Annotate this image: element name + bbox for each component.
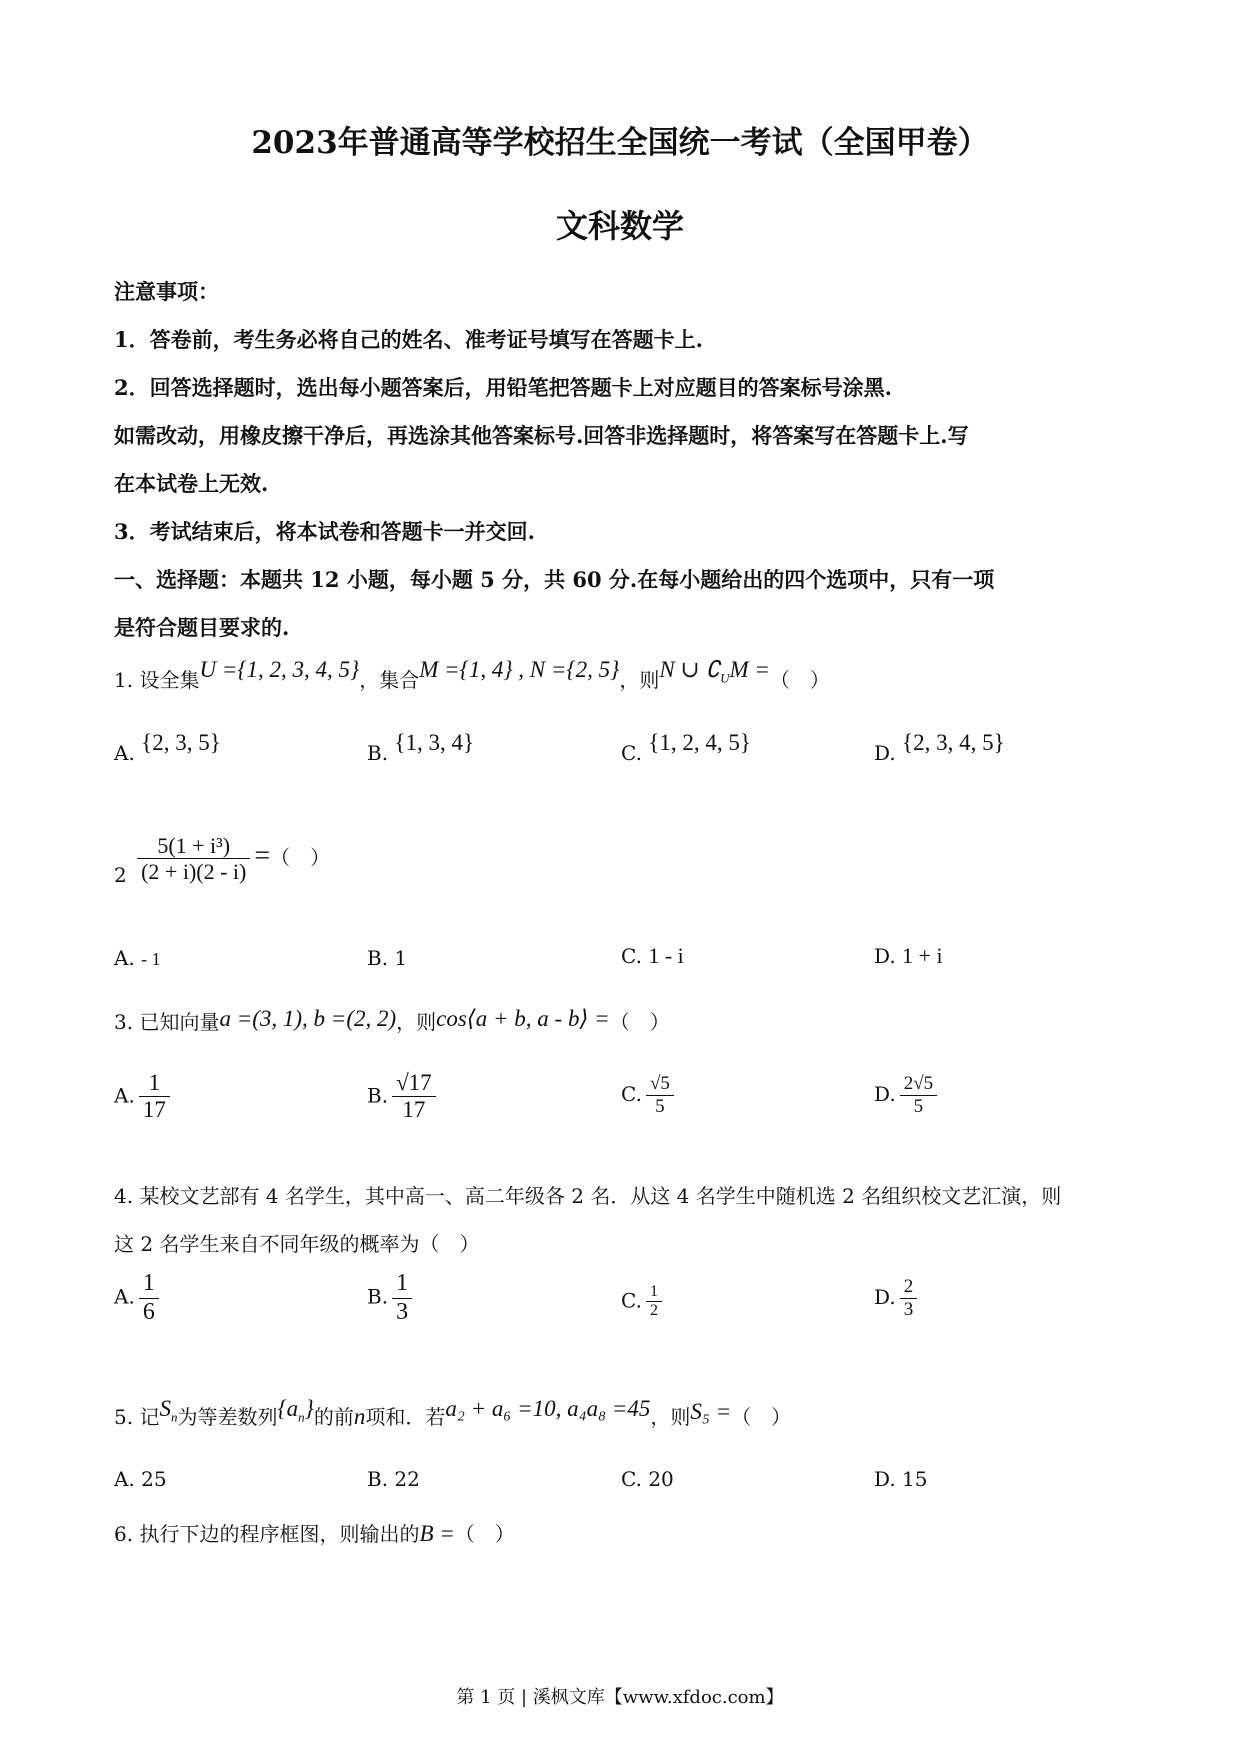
q1-expression: N ∪ $∁_UM$ = — [659, 657, 770, 686]
question-1 — [114, 657, 830, 697]
q5-option-c: C. 20 — [621, 1467, 674, 1491]
q1-option-c: C. {1, 2, 4, 5} — [621, 730, 751, 765]
q4-option-c: C. $\frac{1}{2}$ — [621, 1283, 666, 1321]
q3-option-a: A. $\frac{1}{17}$ — [114, 1070, 174, 1124]
q4-option-a: A. $\frac{1}{6}$ — [114, 1270, 163, 1326]
q2-option-a: A. - 1 — [114, 946, 161, 970]
q2-option-c: C. 1 - i — [621, 943, 684, 968]
q2-option-d: D. 1 + i — [874, 943, 943, 968]
question-5: 5. 记$S_n$为等差数列$\{a_n\}$的前n项和．若a₂ + a₆ =10, a₄a₈ =45，则S₅ =（ ） — [114, 1396, 792, 1429]
q1-sets: M ={1, 4} , N ={2, 5} — [419, 657, 620, 682]
question-6: 6. 执行下边的程序框图，则输出的B =（ ） — [114, 1521, 515, 1546]
q5-option-d: D. 15 — [874, 1467, 928, 1491]
q1-then: ，则 — [619, 668, 660, 692]
section-heading-line-2: 是符合题目要求的. — [114, 615, 290, 640]
q1-universal-set: U ={1, 2, 3, 4, 5} — [199, 657, 360, 682]
note-item-3: 3．考试结束后，将本试卷和答题卡一并交回. — [114, 519, 535, 544]
q2-fraction: $\frac{\text{5(1 + i³)}}{(2 + i)(2 - i)}$ — [137, 833, 250, 885]
note-item-2: 2．回答选择题时，选出每小题答案后，用铅笔把答题卡上对应题目的答案标号涂黑. — [114, 375, 892, 400]
q5-option-b: B. 22 — [367, 1467, 420, 1491]
q4-option-d: D. $\frac{2}{3}$ — [874, 1276, 921, 1321]
q1-prefix: 1. 设全集 — [114, 668, 200, 692]
section-heading-line-1: 一、选择题：本题共 12 小题，每小题 5 分，共 60 分.在每小题给出的四个选项中，只有一项 — [114, 567, 995, 592]
note-item-1: 1．答卷前，考生务必将自己的姓名、准考证号填写在答题卡上. — [114, 327, 703, 352]
question-2: 2 $\frac{\text{5(1 + i³)}}{(2 + i)(2 - i)}$ =（ ） — [114, 833, 331, 888]
q3-option-c: C. $\frac{√5}{5}$ — [621, 1073, 678, 1118]
q1-option-d: D. {2, 3, 4, 5} — [874, 730, 1005, 765]
q1-option-a: A. {2, 3, 5} — [114, 730, 221, 765]
q3-expression: cos⟨a + b, a - b⟩ = — [436, 1006, 610, 1031]
q1-option-b: B. {1, 3, 4} — [367, 730, 475, 765]
notes-heading: 注意事项： — [114, 279, 219, 304]
q4-option-b: B. $\frac{1}{3}$ — [367, 1270, 416, 1326]
q5-conditions: a₂ + a₆ =10, a₄a₈ =45 — [445, 1396, 651, 1421]
q5-option-a: A. 25 — [114, 1467, 167, 1491]
note-item-2-cont-1: 如需改动，用橡皮擦干净后，再选涂其他答案标号.回答非选择题时，将答案写在答题卡上.写 — [114, 423, 969, 448]
question-4-line-1: 4. 某校文艺部有 4 名学生，其中高一、高二年级各 2 名．从这 4 名学生中随机选 2 名组织校文艺汇演，则 — [114, 1184, 1062, 1208]
q1-mid: ，集合 — [359, 668, 420, 692]
q1-paren: （ ） — [769, 668, 830, 692]
q3-option-b: B. $\frac{√17}{17}$ — [367, 1070, 440, 1124]
q2-option-b: B. 1 — [367, 946, 408, 970]
q3-option-d: D. $\frac{2√5}{5}$ — [874, 1073, 941, 1118]
page-subtitle: 文科数学 — [555, 207, 684, 245]
q3-vectors: a =(3, 1), b =(2, 2) — [219, 1006, 397, 1031]
question-3: 3. 已知向量a =(3, 1), b =(2, 2)，则cos⟨a + b, a - b⟩ =（ ） — [114, 1006, 670, 1034]
question-4-line-2: 这 2 名学生来自不同年级的概率为（ ） — [114, 1232, 480, 1256]
page-footer: 第 1 页 | 溪枫文库【www.xfdoc.com】 — [456, 1687, 784, 1708]
note-item-2-cont-2: 在本试卷上无效. — [114, 471, 269, 496]
page-title: 2023年普通高等学校招生全国统一考试（全国甲卷） — [251, 125, 989, 161]
